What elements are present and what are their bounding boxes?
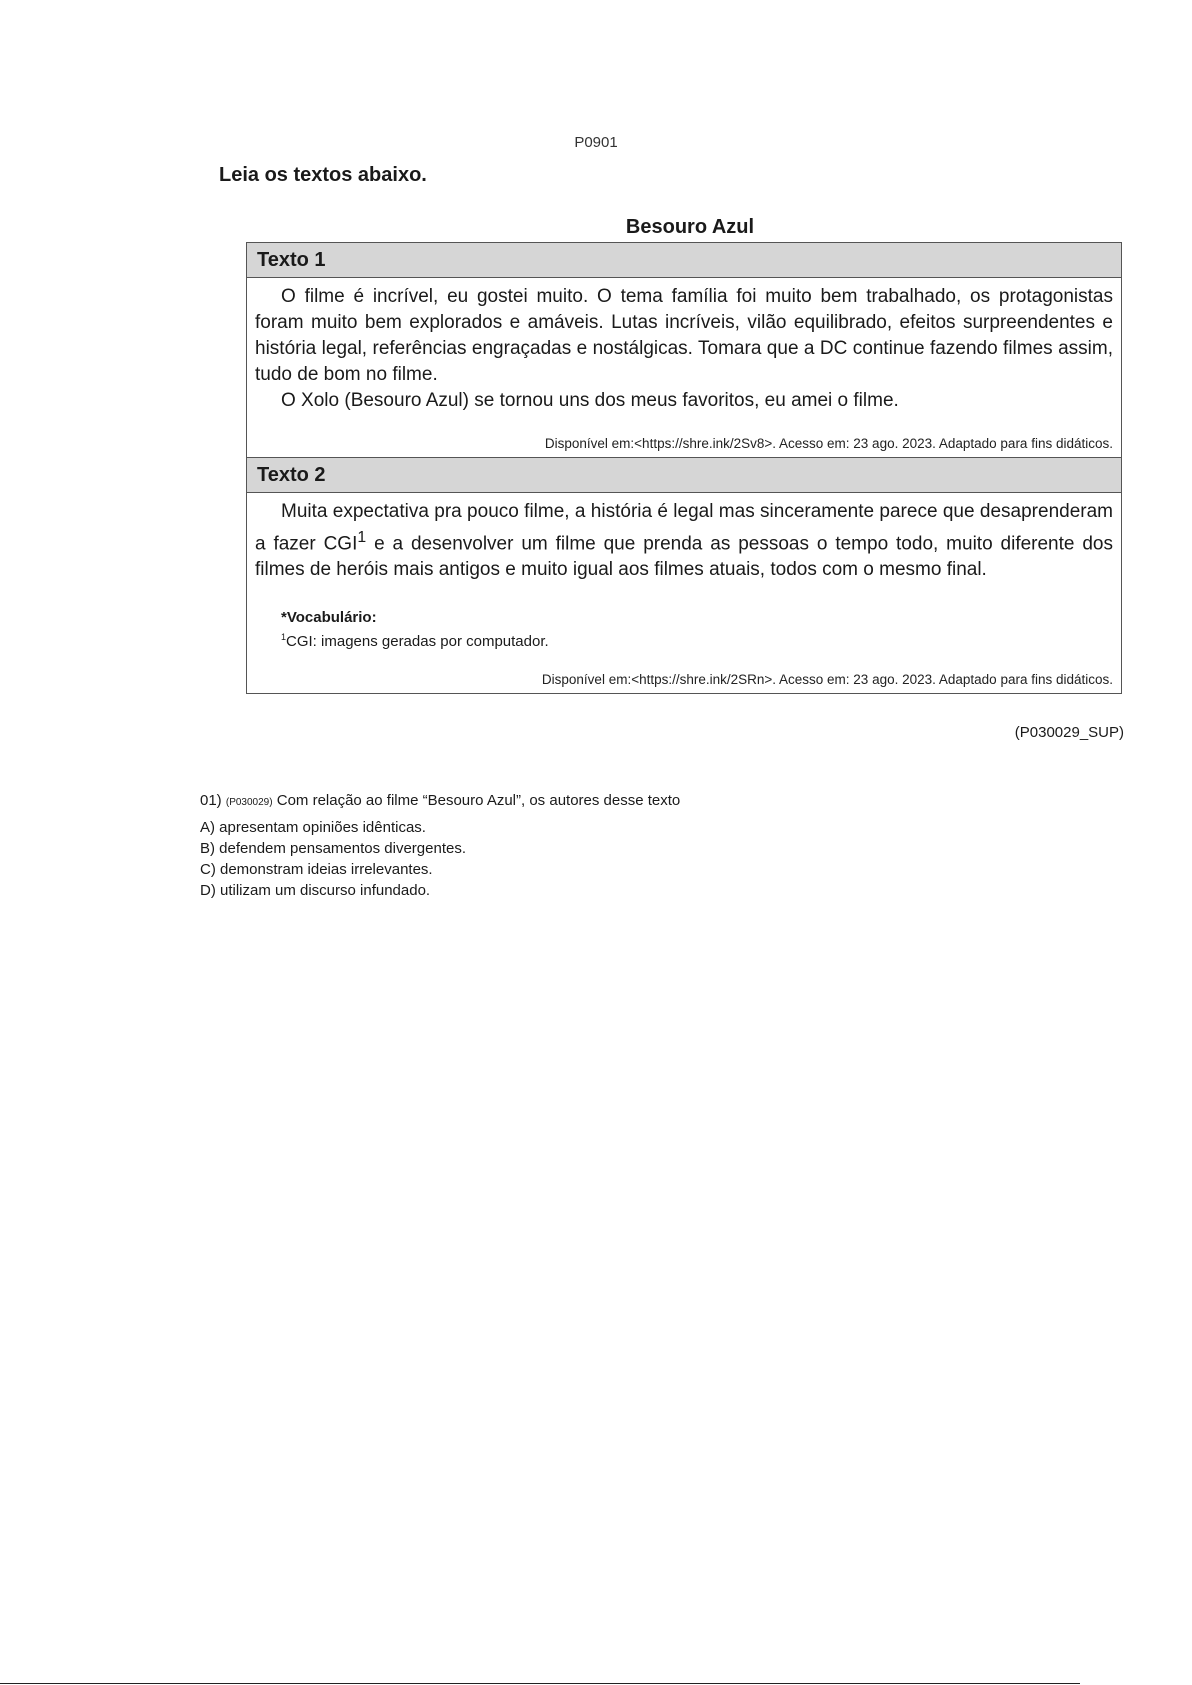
vocabulary — [281, 609, 1113, 650]
vocabulary-title: *Vocabulário: — [281, 609, 377, 627]
texts-box — [246, 242, 1122, 694]
texto2-text-end: e a desenvolver um filme que prenda as pessoas o tempo todo, muito diferente dos filmes de heróis mais antigos e muito igual aos filmes atuais, todos com o mesmo final. — [255, 533, 1113, 581]
page-code: P0901 — [574, 134, 618, 148]
question-number: 01) — [200, 792, 222, 809]
texto2-paragraph — [255, 499, 1113, 583]
texts-code: (P030029_SUP) — [1014, 724, 1124, 741]
question-text: Com relação ao filme “Besouro Azul”, os autores desse texto — [276, 792, 681, 809]
texto2-header: Texto 2 — [247, 457, 1121, 493]
vocabulary-item — [281, 632, 1113, 650]
alternative-a[interactable]: A) apresentam opiniões idênticas. — [200, 819, 426, 836]
vocabulary-marker: 1 — [281, 632, 287, 643]
text-title: Besouro Azul — [625, 216, 755, 238]
texto1-source: Disponível em:<https://shre.ink/2Sv8>. Acesso em: 23 ago. 2023. Adaptado para fins didáticos. — [544, 436, 1113, 451]
texto1-body — [247, 278, 1121, 457]
alternative-c[interactable]: C) demonstram ideias irrelevantes. — [200, 861, 433, 878]
texto1-paragraph-2: O Xolo (Besouro Azul) se tornou uns dos meus favoritos, eu amei o filme. — [281, 390, 899, 411]
footnote-marker: 1 — [357, 529, 367, 546]
instruction-heading: Leia os textos abaixo. — [219, 164, 427, 186]
texto2-source: Disponível em:<https://shre.ink/2SRn>. Acesso em: 23 ago. 2023. Adaptado para fins didáticos. — [541, 672, 1113, 688]
texto1-header: Texto 1 — [247, 243, 1121, 278]
vocabulary-definition: CGI: imagens geradas por computador. — [286, 633, 549, 651]
question-stem — [200, 792, 680, 809]
alternative-b[interactable]: B) defendem pensamentos divergentes. — [200, 840, 466, 857]
page-bottom-rule — [0, 1683, 1080, 1684]
texto2-body — [247, 493, 1121, 693]
question — [200, 792, 680, 901]
texto1-paragraph-1: O filme é incrível, eu gostei muito. O tema família foi muito bem trabalhado, os protagonistas foram muito bem explorados e amáveis. Lutas incríveis, vilão equilibrado, efeitos surpreendentes e história legal, referências engraçadas e nostálgicas. Tomara que a DC continue fazendo filmes assim, tudo de bom no filme. — [255, 286, 1113, 385]
question-code: (P030029) — [225, 797, 273, 808]
alternative-d[interactable]: D) utilizam um discurso infundado. — [200, 882, 431, 899]
texto2-text-start: Muita expectativa pra pouco filme, a história é legal mas sinceramente parece que desaprenderam a fazer CGI — [255, 501, 1113, 555]
